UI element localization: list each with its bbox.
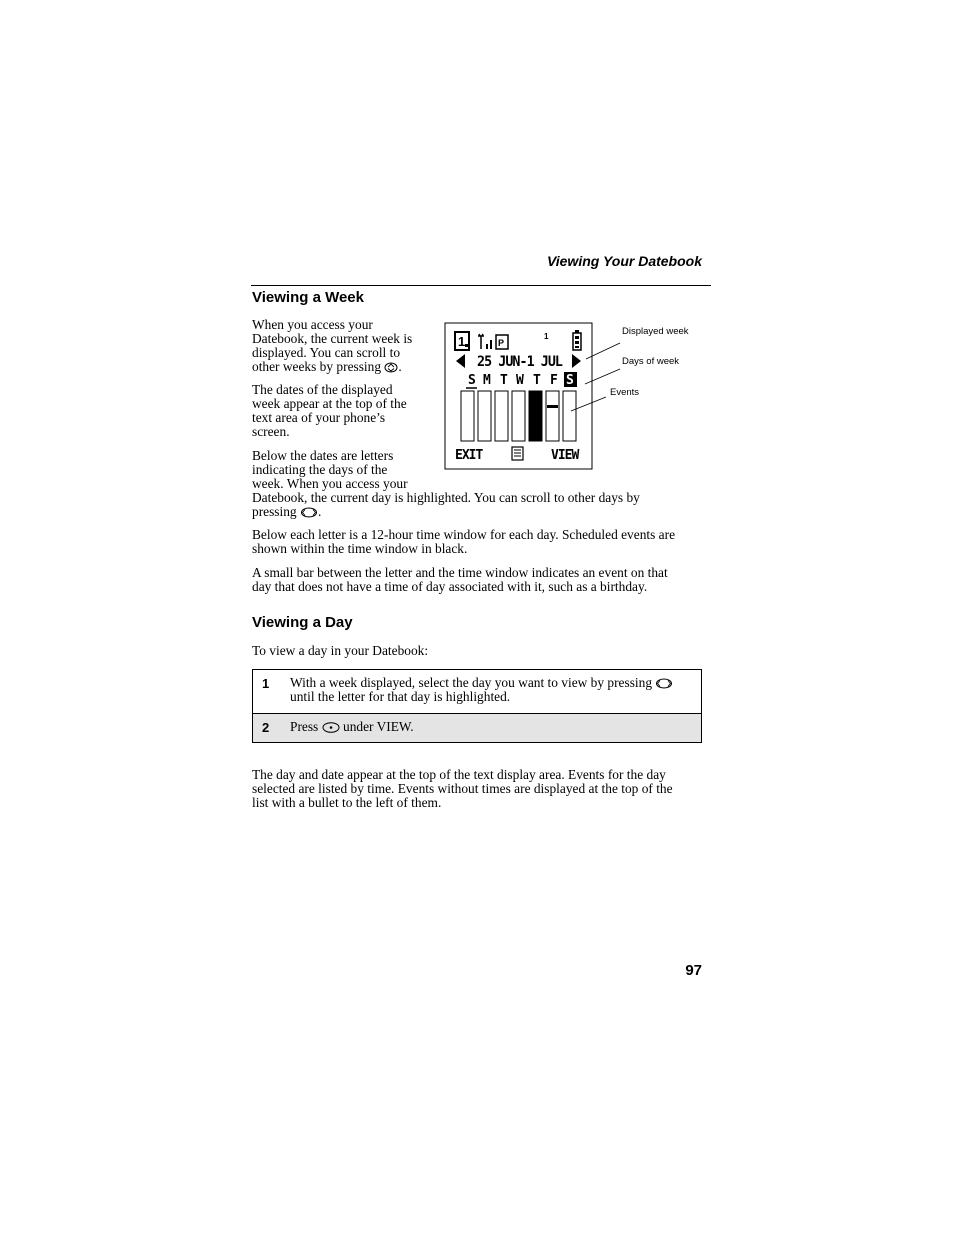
day-letter: M [483, 373, 491, 388]
step-row [253, 713, 701, 742]
view-softkey[interactable]: VIEW [551, 448, 579, 463]
displayed-week-range: 25 JUN-1 JUL [477, 354, 563, 370]
day-letter: W [516, 373, 524, 388]
paragraph-week-1: When you access your Datebook, the current week is displayed. You can scroll to other weeks by pressing . [252, 317, 413, 374]
section-heading-day: Viewing a Day [252, 614, 353, 631]
time-window-event [529, 391, 542, 441]
paragraph-week-4: Below each letter is a 12-hour time window for each day. Scheduled events are shown within the time window in black. [252, 527, 676, 556]
page-number: 97 [685, 962, 702, 979]
running-head: Viewing Your Datebook [546, 253, 702, 269]
callout-events: Events [610, 387, 640, 398]
select-key-icon [322, 722, 340, 733]
steps-table [252, 669, 702, 743]
nav-key-up-down-icon [384, 362, 398, 373]
day-intro: To view a day in your Datebook: [252, 643, 429, 658]
step-text: Press under VIEW. [290, 719, 414, 734]
day-letter: S [468, 373, 476, 388]
step-number: 1 [262, 676, 270, 691]
day-letter: T [500, 373, 508, 388]
header-rule [251, 285, 711, 286]
day-letter: T [533, 373, 541, 388]
step-text: With a week displayed, select the day you want to view by pressing until the letter for that day is highlighted. [290, 670, 701, 710]
callout-displayed-week: Displayed week [622, 326, 689, 337]
step-row [253, 670, 701, 713]
paragraph-week-3: Below the dates are letters indicating the days of the week. When you access your Datebook, the current day is highlighted. You can scroll to other days by pressing . [252, 448, 640, 519]
status-marker: 1 [544, 332, 549, 341]
callout-days-of-week: Days of week [622, 356, 680, 367]
day-letter-highlighted: S [566, 373, 574, 388]
paragraph-day: The day and date appear at the top of the text display area. Events for the day selected are listed by time. Events without times are displayed at the top of the list with a bullet to the left of them. [252, 767, 673, 810]
step-number: 2 [262, 720, 270, 735]
svg-text:1: 1 [458, 334, 466, 349]
nav-key-left-right-icon [300, 507, 318, 518]
paragraph-week-2: The dates of the displayed week appear at the top of the text area of your phone’s screen. [252, 382, 407, 439]
svg-text:P: P [498, 338, 505, 348]
nav-key-left-right-icon [655, 678, 673, 689]
day-letter: F [550, 373, 558, 388]
exit-softkey[interactable]: EXIT [455, 448, 483, 463]
untimed-event-bar [547, 405, 558, 408]
paragraph-week-5: A small bar between the letter and the time window indicates an event on that day that does not have a time of day associated with it, such as a birthday. [252, 565, 668, 594]
callout-leaders [560, 325, 700, 420]
section-heading-week: Viewing a Week [252, 289, 364, 306]
